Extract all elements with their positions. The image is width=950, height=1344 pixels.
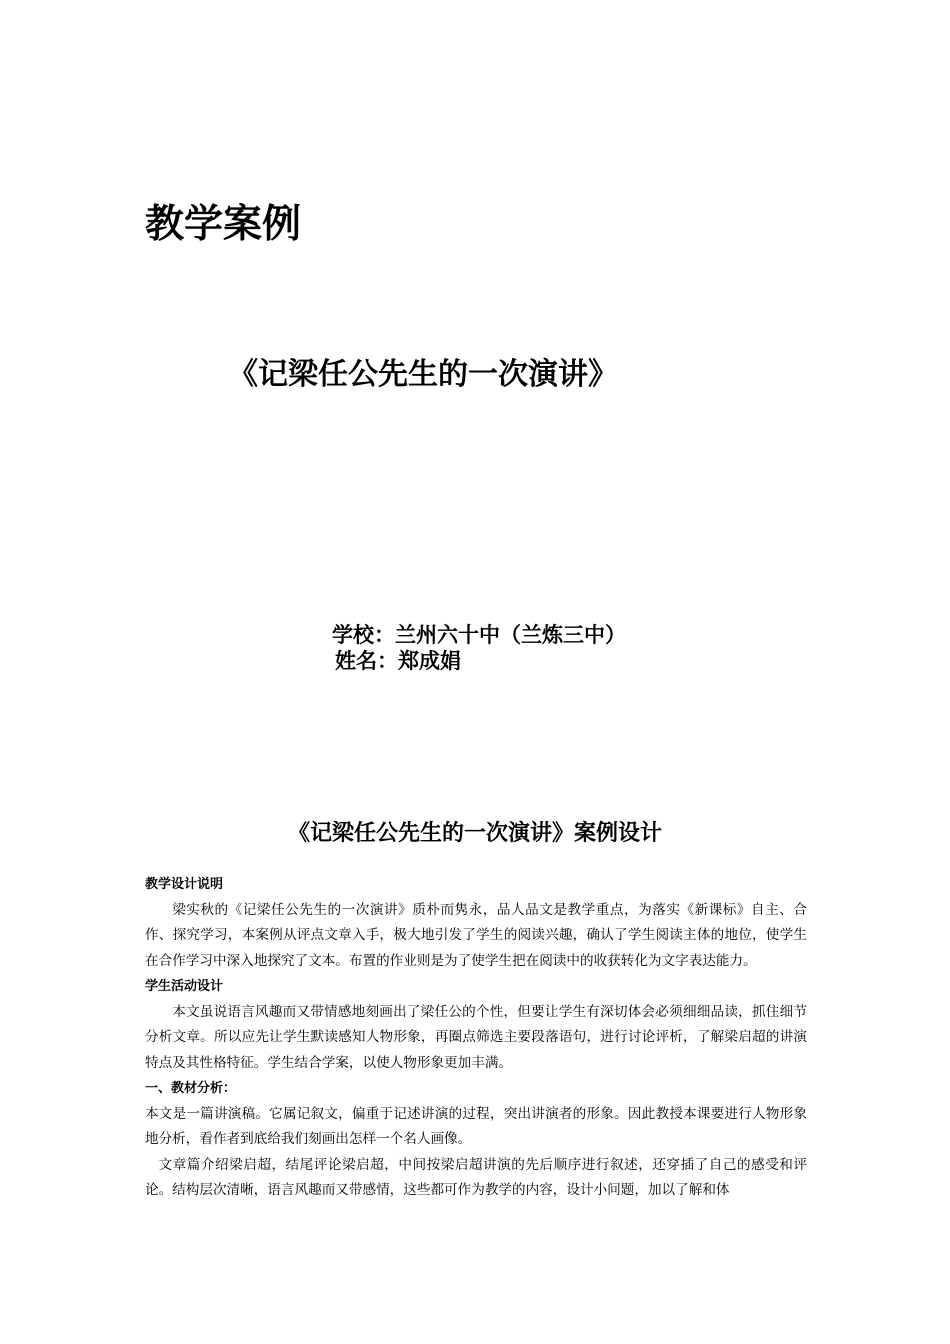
section-heading: 一、教材分析： <box>145 1081 237 1096</box>
document-heading: 教学案例 <box>145 202 302 247</box>
author-name-line: 姓名：郑成娟 <box>335 649 461 673</box>
section-student-activity <box>145 974 807 1076</box>
section-material-analysis <box>145 1076 807 1204</box>
section-heading: 学生活动设计 <box>145 979 224 994</box>
paragraph: 本文虽说语言风趣而又带情感地刻画出了梁任公的个性，但要让学生有深切体会必须细细品读，抓住细节分析文章。所以应先让学生默读感知人物形象，再圈点筛选主要段落语句，进行讨论评析，了解梁启超的讲演特点及其性格特征。学生结合学案，以使人物形象更加丰满。 <box>145 1003 807 1071</box>
school-line: 学校：兰州六十中（兰炼三中） <box>332 623 626 647</box>
paragraph: 文章篇介绍梁启超，结尾评论梁启超，中间按梁启超讲演的先后顺序进行叙述，还穿插了自己的感受和评论。结构层次清晰，语言风趣而又带感情，这些都可作为教学的内容，设计小问题，加以了解和体 <box>145 1156 807 1198</box>
paragraph: 梁实秋的《记梁任公先生的一次演讲》质朴而隽永，品人品文是教学重点，为落实《新课标》自主、合作、探究学习，本案例从评点文章入手，极大地引发了学生的阅读兴趣，确认了学生阅读主体的地位，使学生在合作学习中深入地探究了文本。布置的作业则是为了使学生把在阅读中的收获转化为文字表达能力。 <box>145 901 807 969</box>
section-teaching-design <box>145 872 807 974</box>
section-heading: 教学设计说明 <box>145 877 224 892</box>
paragraph: 本文是一篇讲演稿。它属记叙文，偏重于记述讲演的过程，突出讲演者的形象。因此教授本课要进行人物形象地分析，看作者到底给我们刻画出怎样一个名人画像。 <box>145 1105 807 1147</box>
work-title: 《记梁任公先生的一次演讲》 <box>228 357 618 392</box>
body-text <box>145 872 807 1204</box>
case-design-title: 《记梁任公先生的一次演讲》案例设计 <box>287 821 662 846</box>
